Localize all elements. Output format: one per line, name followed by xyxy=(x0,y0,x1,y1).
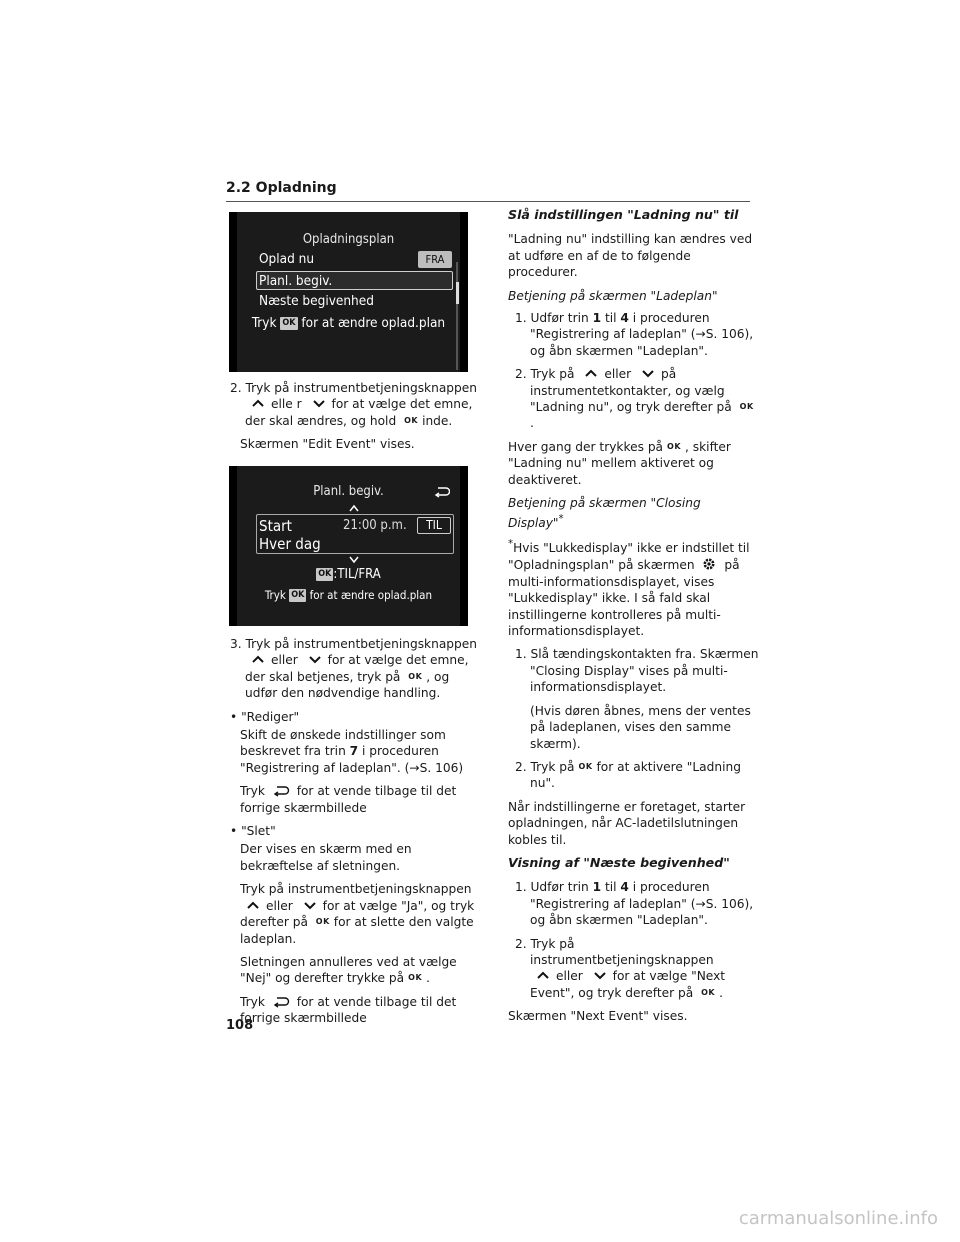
step-2: 2. Tryk på instrumentbetjeningsknappen elle r for at vælge det emne, der skal ændres, og hold OK inde. xyxy=(230,381,477,428)
ok-icon: OK xyxy=(667,441,682,451)
section-header: 2.2 Opladning xyxy=(226,178,750,202)
rediger-back-text: Tryk for at vende tilbage til det forrige skærmbillede xyxy=(240,784,457,815)
ok-icon: OK xyxy=(404,415,419,425)
step-3: 3. Tryk på instrumentbetjeningsknappen eller for at vælge det emne, der skal betjenes, tryk på OK , og udfør den nødvendige handling. xyxy=(230,637,477,701)
toggle-note: Hver gang der trykkes på OK , skifter "Ladning nu" mellem aktiveret og deaktiveret. xyxy=(508,439,731,487)
start-time: 21:00 p.m. xyxy=(343,518,407,533)
slet-text-3: Sletningen annulleres ved at vælge "Nej" og derefter trykke på OK . xyxy=(240,954,457,986)
slet-text-1: Der vises en skærm med en bekræftelse af sletningen. xyxy=(240,842,412,873)
edit-event-note: Skærmen "Edit Event" vises. xyxy=(240,437,415,452)
status-badge: FRA xyxy=(418,251,452,268)
chevron-down-icon xyxy=(305,653,325,666)
ok-icon: OK xyxy=(578,761,593,771)
ok-icon: OK xyxy=(408,973,423,983)
chevron-down-icon xyxy=(638,367,658,380)
page-number: 108 xyxy=(226,1018,254,1033)
ok-til-fra-hint: OK :TIL/FRA xyxy=(318,567,381,582)
menu-row-next-event: Næste begivenhed xyxy=(259,293,374,309)
screen-title: Opladningsplan xyxy=(302,232,395,247)
footnote: *Hvis "Lukkedisplay" ikke er indstillet til "Opladningsplan" på skærmen på multi-informationsdisplayet, vises "Lukkedisplay" ikke. I så fald skal instillingerne kontrolleres på multi-informationsdisplayet. xyxy=(508,538,750,639)
next-event-step-1: 1. Udfør trin 1 til 4 i proceduren "Registrering af ladeplan" (→S. 106), og åbn skærmen "Ladeplan". xyxy=(515,880,754,928)
heading-ladeplan: Betjening på skærmen "Ladeplan" xyxy=(508,288,718,303)
chevron-up-icon xyxy=(248,397,268,410)
chevron-up-icon xyxy=(248,653,268,666)
closing-step-2: 2. Tryk på OK for at aktivere "Ladning nu". xyxy=(515,759,741,791)
slet-text-2: Tryk på instrumentbetjeningsknappen eller for at vælge "Ja", og tryk derefter på OK for at slette den valgte ladeplan. xyxy=(240,882,475,946)
back-arrow-icon xyxy=(434,486,450,498)
right-step-2: 2. Tryk på eller på instrumentetkontakter, og vælg "Ladning nu", og tryk derefter på OK. xyxy=(508,366,760,432)
charge-now-intro: "Ladning nu" indstilling kan ændres ved at udføre en af de to følgende procedurer. xyxy=(508,232,753,280)
bullet-rediger: • "Rediger" xyxy=(230,709,300,724)
menu-row-planned-event: Planl. begiv. xyxy=(256,271,453,290)
chevron-up-icon xyxy=(581,367,601,380)
ok-icon: OK xyxy=(291,590,305,600)
ok-icon: OK xyxy=(701,987,716,997)
heading-charge-now: Slå indstillingen "Ladning nu" til xyxy=(508,207,739,222)
ok-icon: OK xyxy=(318,569,332,579)
planned-event-screen-image xyxy=(229,466,468,626)
left-column-lower xyxy=(230,636,480,1034)
right-column xyxy=(508,207,760,1032)
ok-icon: OK xyxy=(408,671,423,681)
bullet-slet: • "Slet" xyxy=(230,824,276,839)
screen-title: Planl. begiv. xyxy=(313,484,384,499)
closing-step-1-note: (Hvis døren åbnes, mens der ventes på ladeplanen, vises den samme skærm). xyxy=(530,703,751,751)
ok-icon: OK xyxy=(282,318,296,328)
back-arrow-icon xyxy=(272,996,290,1008)
slet-back-text: Tryk for at vende tilbage til det forrige skærmbillede xyxy=(240,994,457,1026)
start-label: Start xyxy=(259,517,292,535)
left-column xyxy=(230,380,480,460)
back-arrow-icon xyxy=(272,785,290,797)
closing-step-1: 1. Slå tændingskontakten fra. Skærmen "Closing Display" vises på multi-informationsdisplayet. xyxy=(515,647,759,695)
heading-closing-display: Betjening på skærmen "Closing Display"* xyxy=(508,496,701,530)
next-event-step-2: 2. Tryk på instrumentbetjeningsknappen eller for at vælge "Next Event", og tryk derefter på OK . xyxy=(515,936,726,1000)
rediger-text: Skift de ønskede indstillinger som beskrevet fra trin 7 i proceduren "Registrering af ladeplan". (→S. 106) xyxy=(240,728,464,775)
til-badge: TIL xyxy=(417,517,451,534)
repeat-label: Hver dag xyxy=(259,535,321,553)
right-step-1: 1. Udfør trin 1 til 4 i proceduren "Registrering af ladeplan" (→S. 106), og åbn skærmen "Ladeplan". xyxy=(515,311,754,358)
scrollbar-thumb xyxy=(456,282,459,304)
watermark: carmanualsonline.info xyxy=(738,1208,938,1229)
chevron-up-icon xyxy=(243,899,263,912)
screen-footer: Tryk OK for at ændre oplad.plan xyxy=(264,588,433,602)
chevron-down-icon xyxy=(309,397,329,410)
gear-icon xyxy=(701,556,717,572)
chevron-up-icon xyxy=(533,969,553,982)
chevron-down-icon xyxy=(300,899,320,912)
chevron-up-icon xyxy=(348,504,360,512)
ok-icon: OK xyxy=(739,402,754,412)
ok-icon: OK xyxy=(315,917,330,927)
charging-plan-screen-image xyxy=(229,212,468,372)
chevron-down-icon xyxy=(348,556,360,564)
screen-footer: Tryk OK for at ændre oplad.plan xyxy=(251,315,446,331)
menu-row-charge-now: Oplad nu FRA xyxy=(257,250,453,269)
chevron-down-icon xyxy=(590,969,610,982)
charging-start-note: Når indstillingerne er foretaget, starter opladningen, når AC-ladetilslutningen kobles til. xyxy=(508,799,746,847)
event-setting-box xyxy=(256,514,454,554)
next-event-note: Skærmen "Next Event" vises. xyxy=(508,1009,688,1024)
heading-next-event: Visning af "Næste begivenhed" xyxy=(508,854,730,870)
